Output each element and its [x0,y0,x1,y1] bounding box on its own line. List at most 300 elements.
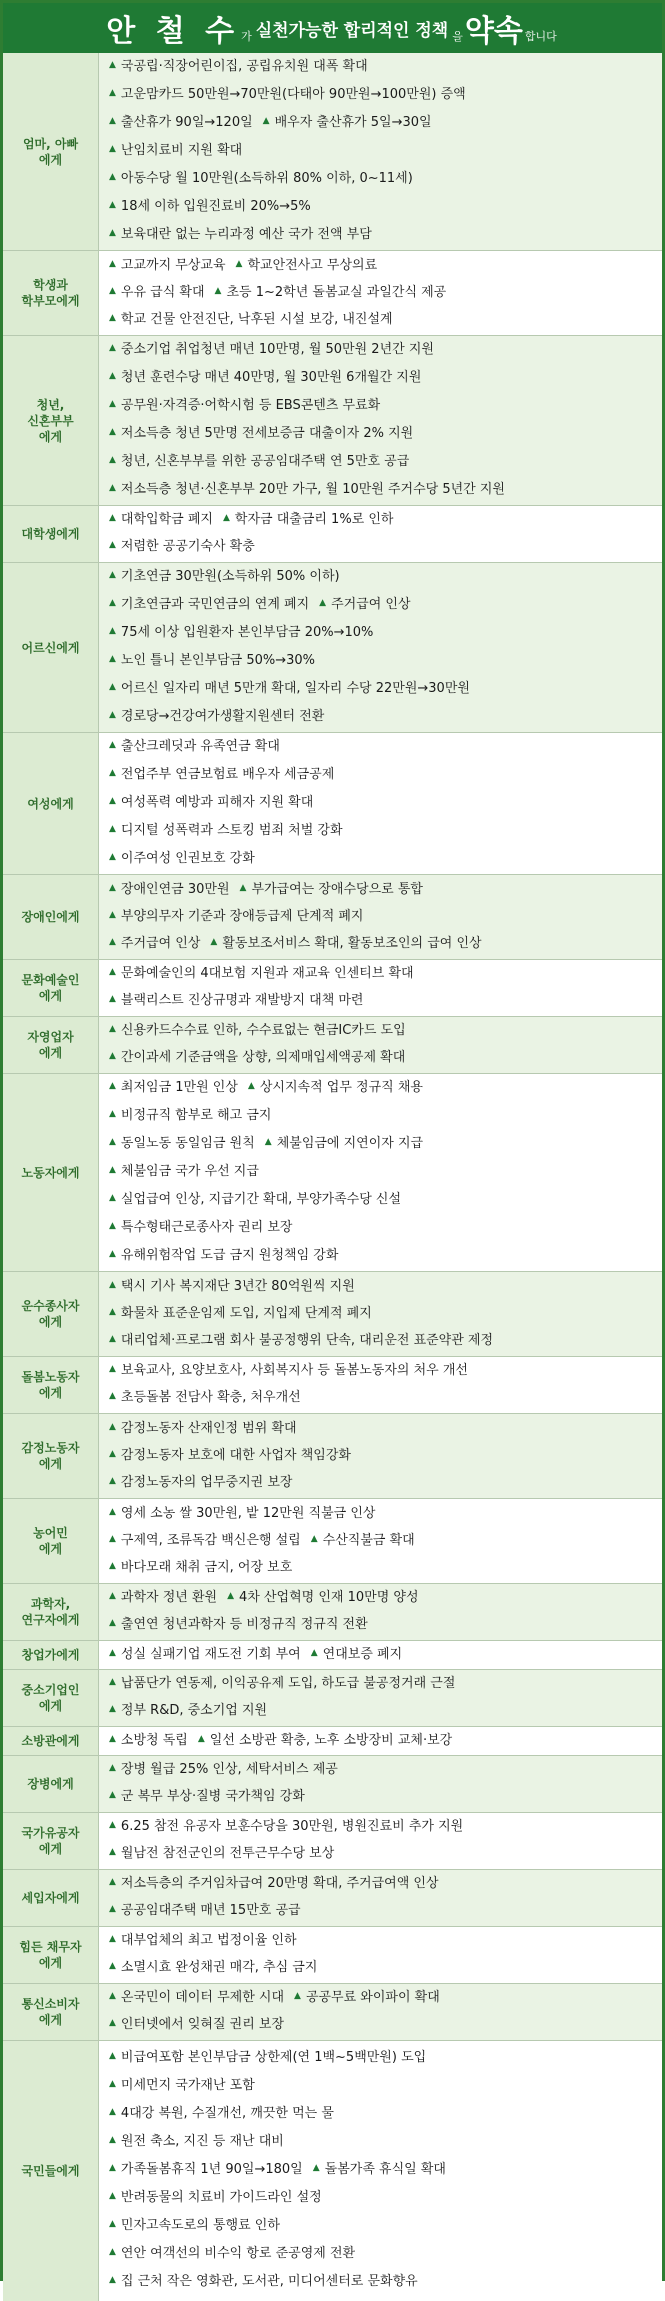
policy-text: 학교 건물 안전진단, 낙후된 시설 보강, 내진설계 [120,312,393,327]
triangle-bullet-icon: ▲ [109,1961,116,1971]
policy-item [240,882,423,897]
policy-text: 월남전 참전군인의 전투근무수당 보상 [120,1846,335,1861]
triangle-bullet-icon: ▲ [109,1024,116,1034]
policy-item [109,370,421,385]
triangle-bullet-icon: ▲ [109,910,116,920]
policy-item [109,1789,305,1804]
policy-text: 고운맘카드 50만원→70만원(다태아 90만원→100만원) 증액 [120,87,466,102]
policy-item [109,1560,292,1575]
triangle-bullet-icon: ▲ [109,1081,116,1091]
policy-text: 어르신 일자리 매년 5만개 확대, 일자리 수당 22만원→30만원 [120,681,470,696]
section-items [99,1870,662,1926]
triangle-bullet-icon: ▲ [109,2018,116,2028]
title-middle: 실천가능한 합리적인 정책 [255,20,449,41]
triangle-bullet-icon: ▲ [109,116,116,126]
section-items [99,53,662,250]
policy-item [109,258,226,273]
triangle-bullet-icon: ▲ [109,1904,116,1914]
triangle-bullet-icon: ▲ [109,259,116,269]
policy-item [109,426,413,441]
policy-item [109,1279,355,1294]
title-banner [3,3,662,53]
triangle-bullet-icon: ▲ [109,144,116,154]
section-items [99,1357,662,1413]
policy-item [109,1390,301,1405]
title-particle-1: 가 [241,30,252,43]
policy-item [215,285,447,300]
triangle-bullet-icon: ▲ [109,654,116,664]
policy-item [109,653,315,668]
policy-line [109,1074,656,1102]
policy-text: 경로당→건강여가생활지원센터 전환 [120,709,325,724]
triangle-bullet-icon: ▲ [109,1051,116,1061]
policy-line [109,2268,656,2296]
policy-line [109,591,656,619]
policy-item [109,1506,375,1521]
triangle-bullet-icon: ▲ [109,172,116,182]
policy-text: 여성폭력 예방과 피해자 지원 확대 [120,795,314,810]
section-veterans [3,1812,662,1869]
policy-item [311,1533,415,1548]
triangle-bullet-icon: ▲ [109,455,116,465]
policy-line [109,506,656,533]
triangle-bullet-icon: ▲ [109,371,116,381]
triangle-bullet-icon: ▲ [227,1591,235,1601]
policy-line [109,221,656,249]
triangle-bullet-icon: ▲ [109,313,116,323]
policy-line [109,109,656,137]
policy-item [109,1762,338,1777]
policy-item [109,739,280,754]
policy-line [109,2212,656,2240]
section-label: 과학자, 연구자에게 [3,1584,99,1640]
policy-text: 저소득층 청년·신혼부부 20만 가구, 월 10만원 주거수당 5년간 지원 [120,482,505,497]
triangle-bullet-icon: ▲ [197,1734,205,1744]
triangle-bullet-icon: ▲ [109,2079,116,2089]
policy-item [109,1733,188,1748]
policy-line [109,619,656,647]
policy-line [109,1697,656,1724]
policy-item [109,2162,303,2177]
title-suffix: 합니다 [524,30,557,43]
section-items [99,251,662,335]
policy-text: 배우자 출산휴가 5일→30일 [274,115,432,130]
policy-line [109,1554,656,1581]
triangle-bullet-icon: ▲ [109,1391,116,1401]
title-particle-2: 을 [452,30,463,43]
policy-item [319,597,410,612]
policy-text: 4대강 복원, 수질개선, 깨끗한 먹는 물 [120,2106,334,2121]
policy-line [109,364,656,392]
policy-item [198,1733,452,1748]
section-label: 중소기업인 에게 [3,1670,99,1726]
policy-text: 기초연금 30만원(소득하위 50% 이하) [120,569,340,584]
triangle-bullet-icon: ▲ [214,286,222,296]
policy-text: 아동수당 월 10만원(소득하위 80% 이하, 0~11세) [120,171,413,186]
triangle-bullet-icon: ▲ [109,1137,116,1147]
policy-text: 미세먼지 국가재난 포함 [120,2078,255,2093]
policy-text: 장병 월급 25% 인상, 세탁서비스 제공 [120,1762,338,1777]
triangle-bullet-icon: ▲ [109,540,116,550]
policy-text: 블랙리스트 진상규명과 재발방지 대책 마련 [120,993,364,1008]
policy-item [109,1819,463,1834]
policy-item [109,966,414,981]
section-items [99,2041,662,2301]
section-label: 창업가에게 [3,1641,99,1669]
policy-text: 감정노동자의 업무중지권 보장 [120,1475,293,1490]
policy-text: 고교까지 무상교육 [120,258,226,273]
policy-text: 특수형태근로종사자 권리 보장 [120,1220,293,1235]
section-sme [3,1669,662,1726]
policy-text: 과학자 정년 환원 [120,1590,218,1605]
policy-text: 초등 1~2학년 돌봄교실 과일간식 제공 [226,285,447,300]
policy-item [109,597,309,612]
section-citizens [3,2040,662,2301]
section-artists [3,959,662,1016]
policy-item [109,1647,301,1662]
policy-item [109,512,213,527]
policy-line [109,733,656,761]
section-items [99,1017,662,1073]
policy-text: 초등돌봄 전담사 확충, 처우개선 [120,1390,301,1405]
policy-text: 75세 이상 입원환자 본인부담금 20%→10% [120,625,374,640]
policy-line [109,1870,656,1897]
triangle-bullet-icon: ▲ [109,200,116,210]
policy-item [223,512,394,527]
policy-text: 6.25 참전 유공자 보훈수당을 30만원, 병원진료비 추가 지원 [120,1819,464,1834]
section-label: 대학생에게 [3,506,99,562]
policy-item [109,1306,372,1321]
policy-line [109,2240,656,2268]
section-students-parents [3,250,662,335]
policy-line [109,1670,656,1697]
policy-line [109,761,656,789]
policy-item [109,1903,301,1918]
triangle-bullet-icon: ▲ [109,427,116,437]
policy-text: 중소기업 취업청년 매년 10만명, 월 50만원 2년간 지원 [120,342,434,357]
triangle-bullet-icon: ▲ [222,513,230,523]
policy-text: 기초연금과 국민연금의 연계 폐지 [120,597,310,612]
policy-line [109,448,656,476]
policy-line [109,1158,656,1186]
policy-line [109,903,656,930]
policy-line [109,1727,656,1754]
triangle-bullet-icon: ▲ [109,740,116,750]
policy-text: 비급여포함 본인부담금 상한제(연 1백~5백만원) 도입 [120,2050,427,2065]
section-disabled [3,874,662,959]
policy-line [109,1384,656,1411]
triangle-bullet-icon: ▲ [109,1991,116,2001]
policy-text: 장애인연금 30만원 [120,882,230,897]
policy-line [109,533,656,560]
policy-text: 돌봄가족 휴식일 확대 [324,2162,446,2177]
policy-item [109,2050,426,2065]
triangle-bullet-icon: ▲ [109,1677,116,1687]
policy-line [109,2011,656,2038]
policy-item [109,1023,406,1038]
section-label: 자영업자 에게 [3,1017,99,1073]
triangle-bullet-icon: ▲ [310,1534,318,1544]
policy-item [109,1933,297,1948]
triangle-bullet-icon: ▲ [109,2051,116,2061]
policy-text: 대부업체의 최고 법정이율 인하 [120,1933,297,1948]
section-items [99,506,662,562]
policy-line [109,1186,656,1214]
triangle-bullet-icon: ▲ [109,228,116,238]
triangle-bullet-icon: ▲ [109,2163,116,2173]
section-label: 문화예술인 에게 [3,960,99,1016]
policy-item [109,2190,322,2205]
section-care-workers [3,1356,662,1413]
section-items [99,1414,662,1498]
policy-item [109,1363,468,1378]
triangle-bullet-icon: ▲ [109,1561,116,1571]
policy-item [227,1590,418,1605]
section-farmers-fishers [3,1498,662,1583]
policy-text: 저소득층 청년 5만명 전세보증금 대출이자 2% 지원 [120,426,414,441]
policy-item [109,1533,301,1548]
policy-item [313,2162,446,2177]
policy-line [109,960,656,987]
triangle-bullet-icon: ▲ [109,1165,116,1175]
section-college [3,505,662,562]
section-firefighters [3,1726,662,1755]
section-label: 장병에게 [3,1756,99,1812]
policy-text: 택시 기사 복지재단 3년간 80억원씩 지원 [120,1279,355,1294]
policy-item [109,1164,259,1179]
triangle-bullet-icon: ▲ [109,1307,116,1317]
triangle-bullet-icon: ▲ [109,1790,116,1800]
triangle-bullet-icon: ▲ [264,1137,272,1147]
section-label: 세입자에게 [3,1870,99,1926]
policy-line [109,1783,656,1810]
policy-item [263,115,432,130]
policy-item [109,2106,334,2121]
policy-text: 출연연 청년과학자 등 비정규직 정규직 전환 [120,1617,368,1632]
policy-text: 우유 급식 확대 [120,285,205,300]
triangle-bullet-icon: ▲ [109,343,116,353]
policy-text: 문화예술인의 4대보험 지원과 재교육 인센티브 확대 [120,966,414,981]
triangle-bullet-icon: ▲ [109,1820,116,1830]
section-telecom-consumers [3,1983,662,2040]
policy-line [109,392,656,420]
policy-text: 저렴한 공공기숙사 확충 [120,539,255,554]
triangle-bullet-icon: ▲ [109,2191,116,2201]
policy-text: 영세 소농 쌀 30만원, 밭 12만원 직불금 인상 [120,1506,376,1521]
policy-line [109,2044,656,2072]
triangle-bullet-icon: ▲ [109,598,116,608]
triangle-bullet-icon: ▲ [109,1877,116,1887]
policy-item [210,936,481,951]
policy-item [109,823,343,838]
candidate-name: 안 철 수 [106,14,240,49]
section-label: 어르신에게 [3,563,99,732]
section-items [99,1927,662,1983]
policy-line [109,1611,656,1638]
policy-text: 구제역, 조류독감 백신은행 설립 [120,1533,301,1548]
section-label: 장애인에게 [3,875,99,959]
triangle-bullet-icon: ▲ [239,883,247,893]
section-label: 여성에게 [3,733,99,874]
policy-item [109,1846,334,1861]
triangle-bullet-icon: ▲ [109,1618,116,1628]
policy-line [109,81,656,109]
policy-line [109,563,656,591]
policy-line [109,1527,656,1554]
section-label: 감정노동자 에게 [3,1414,99,1498]
triangle-bullet-icon: ▲ [109,1364,116,1374]
triangle-bullet-icon: ▲ [109,2135,116,2145]
triangle-bullet-icon: ▲ [109,1449,116,1459]
triangle-bullet-icon: ▲ [109,1280,116,1290]
section-label: 엄마, 아빠 에게 [3,53,99,250]
policy-text: 온국민이 데이터 무제한 시대 [120,1990,285,2005]
triangle-bullet-icon: ▲ [109,768,116,778]
section-items [99,1727,662,1755]
triangle-bullet-icon: ▲ [109,796,116,806]
policy-item [109,795,313,810]
section-label: 학생과 학부모에게 [3,251,99,335]
policy-item [109,1220,292,1235]
policy-item [109,342,434,357]
policy-text: 체불임금 국가 우선 지급 [120,1164,259,1179]
triangle-bullet-icon: ▲ [235,259,243,269]
policy-text: 정부 R&D, 중소기업 지원 [120,1703,268,1718]
policy-item [109,1876,439,1891]
policy-item [109,2246,355,2261]
policy-line [109,876,656,903]
policy-line [109,1273,656,1300]
policy-line [109,987,656,1014]
section-items [99,1584,662,1640]
section-label: 돌봄노동자 에게 [3,1357,99,1413]
triangle-bullet-icon: ▲ [109,967,116,977]
section-women [3,732,662,874]
policy-text: 유해위험작업 도급 금지 원청책임 강화 [120,1248,339,1263]
policy-text: 인터넷에서 잊혀질 권리 보장 [120,2017,285,2032]
policy-item [109,199,311,214]
policy-text: 주거급여 인상 [331,597,411,612]
section-items [99,733,662,874]
policy-item [109,143,242,158]
section-items [99,1499,662,1583]
policy-item [109,625,373,640]
policy-line [109,1584,656,1611]
section-transport [3,1271,662,1356]
policy-text: 공무원·자격증·어학시험 등 EBS콘텐츠 무료화 [120,398,381,413]
policy-item [109,1080,238,1095]
policy-text: 연안 여객선의 비수익 항로 준공영제 전환 [120,2246,356,2261]
section-label: 힘든 채무자 에게 [3,1927,99,1983]
triangle-bullet-icon: ▲ [109,994,116,1004]
triangle-bullet-icon: ▲ [109,483,116,493]
policy-text: 체불임금에 지연이자 지급 [276,1136,424,1151]
triangle-bullet-icon: ▲ [109,286,116,296]
policy-text: 가족돌봄휴직 1년 90일→180일 [120,2162,303,2177]
policy-line [109,2156,656,2184]
policy-item [109,569,340,584]
triangle-bullet-icon: ▲ [294,1991,301,2001]
policy-item [109,87,466,102]
section-items [99,1813,662,1869]
policy-item [109,171,413,186]
policy-item [109,1475,292,1490]
policy-text: 실업급여 인상, 지급기간 확대, 부양가족수당 신설 [120,1192,402,1207]
policy-line [109,336,656,364]
policy-text: 수산직불금 확대 [322,1533,415,1548]
triangle-bullet-icon: ▲ [109,710,116,720]
policy-text: 신용카드수수료 인하, 수수료없는 현금IC카드 도입 [120,1023,406,1038]
triangle-bullet-icon: ▲ [109,2247,116,2257]
policy-item [109,2017,284,2032]
policy-table [3,53,662,2301]
policy-text: 감정노동자 산재인정 범위 확대 [120,1421,297,1436]
policy-item [109,539,255,554]
triangle-bullet-icon: ▲ [319,598,327,608]
triangle-bullet-icon: ▲ [109,399,116,409]
policy-item [109,1960,317,1975]
policy-line [109,1954,656,1981]
triangle-bullet-icon: ▲ [109,2107,116,2117]
section-tenants [3,1869,662,1926]
policy-text: 성실 실패기업 재도전 기회 부여 [120,1647,301,1662]
triangle-bullet-icon: ▲ [109,883,116,893]
policy-line [109,1442,656,1469]
policy-line [109,1415,656,1442]
policy-line [109,1300,656,1327]
triangle-bullet-icon: ▲ [109,513,116,523]
policy-line [109,1813,656,1840]
triangle-bullet-icon: ▲ [109,1422,116,1432]
policy-text: 청년, 신혼부부를 위한 공공임대주택 연 5만호 공급 [120,454,410,469]
policy-text: 국공립·직장어린이집, 공립유치원 대폭 확대 [120,59,368,74]
policy-item [109,1703,267,1718]
policy-text: 부가급여는 장애수당으로 통합 [251,882,423,897]
policy-text: 연대보증 폐지 [322,1647,403,1662]
policy-text: 주거급여 인상 [120,936,201,951]
section-debtors [3,1926,662,1983]
policy-item [109,2134,284,2149]
policy-line [109,1357,656,1384]
policy-text: 납품단가 연동제, 이익공유제 도입, 하도급 불공정거래 근절 [120,1676,456,1691]
policy-item [109,993,364,1008]
policy-text: 원전 축소, 지진 등 재난 대비 [120,2134,284,2149]
policy-item [109,59,368,74]
policy-item [109,681,470,696]
triangle-bullet-icon: ▲ [109,1534,116,1544]
triangle-bullet-icon: ▲ [109,60,116,70]
policy-line [109,1984,656,2011]
policy-item [109,2218,280,2233]
triangle-bullet-icon: ▲ [109,1591,116,1601]
triangle-bullet-icon: ▲ [109,1476,116,1486]
triangle-bullet-icon: ▲ [109,1334,116,1344]
triangle-bullet-icon: ▲ [109,1648,116,1658]
policy-item [109,767,334,782]
policy-text: 활동보조서비스 확대, 활동보조인의 급여 인상 [222,936,482,951]
policy-item [109,1421,297,1436]
triangle-bullet-icon: ▲ [109,682,116,692]
triangle-bullet-icon: ▲ [109,1507,116,1517]
policy-line [109,2128,656,2156]
policy-text: 난임치료비 지원 확대 [120,143,243,158]
policy-line [109,2100,656,2128]
policy-text: 이주여성 인권보호 강화 [120,851,255,866]
policy-item [265,1136,423,1151]
policy-item [109,227,372,242]
section-soldiers [3,1755,662,1812]
section-items [99,875,662,959]
